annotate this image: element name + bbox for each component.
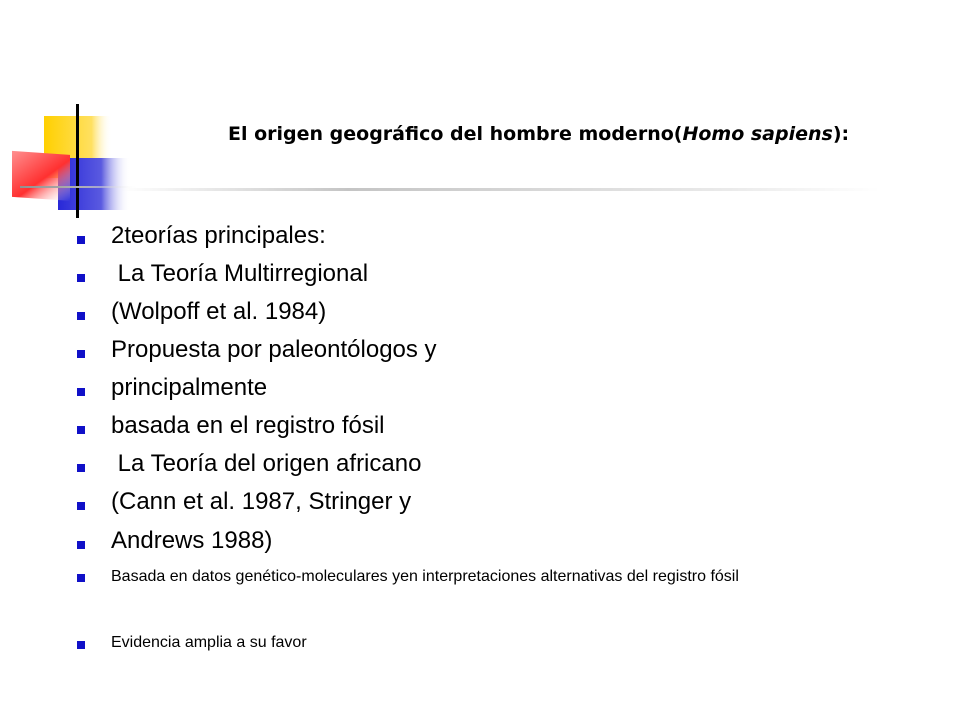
bullet-text: principalmente — [111, 374, 268, 401]
bullet-text: (Wolpoff et al. 1984) — [111, 298, 327, 325]
bullet-square-icon — [77, 641, 85, 649]
title-text-part2: ): — [832, 123, 850, 145]
bullet-square-icon — [77, 388, 85, 396]
bullet-square-icon — [77, 426, 85, 434]
bullet-square-icon — [77, 312, 85, 320]
title-italic-species: Homo sapiens — [682, 123, 833, 145]
bullet-text: Evidencia amplia a su favor — [111, 634, 307, 651]
bullet-text: (Cann et al. 1987, Stringer y — [111, 488, 412, 515]
bullet-square-icon — [77, 350, 85, 358]
bullet-square-icon — [77, 274, 85, 282]
bullet-text: Andrews 1988) — [111, 527, 273, 554]
bullet-text: 2teorías principales: — [111, 222, 326, 249]
bullet-text: La Teoría Multirregional — [111, 260, 369, 287]
bullet-square-icon — [77, 541, 85, 549]
bullet-text: Propuesta por paleontólogos y — [111, 336, 437, 363]
bullet-text: basada en el registro fósil — [111, 412, 385, 439]
bullet-square-icon — [77, 502, 85, 510]
title-text-part1: El origen geográfico del hombre moderno( — [228, 123, 683, 145]
bullet-square-icon — [77, 236, 85, 244]
bullet-text: Basada en datos genético-moleculares yen interpretaciones alternativas del registro fósil — [111, 568, 739, 585]
bullet-square-icon — [77, 574, 85, 582]
bullet-square-icon — [77, 464, 85, 472]
bullet-text: La Teoría del origen africano — [111, 450, 422, 477]
